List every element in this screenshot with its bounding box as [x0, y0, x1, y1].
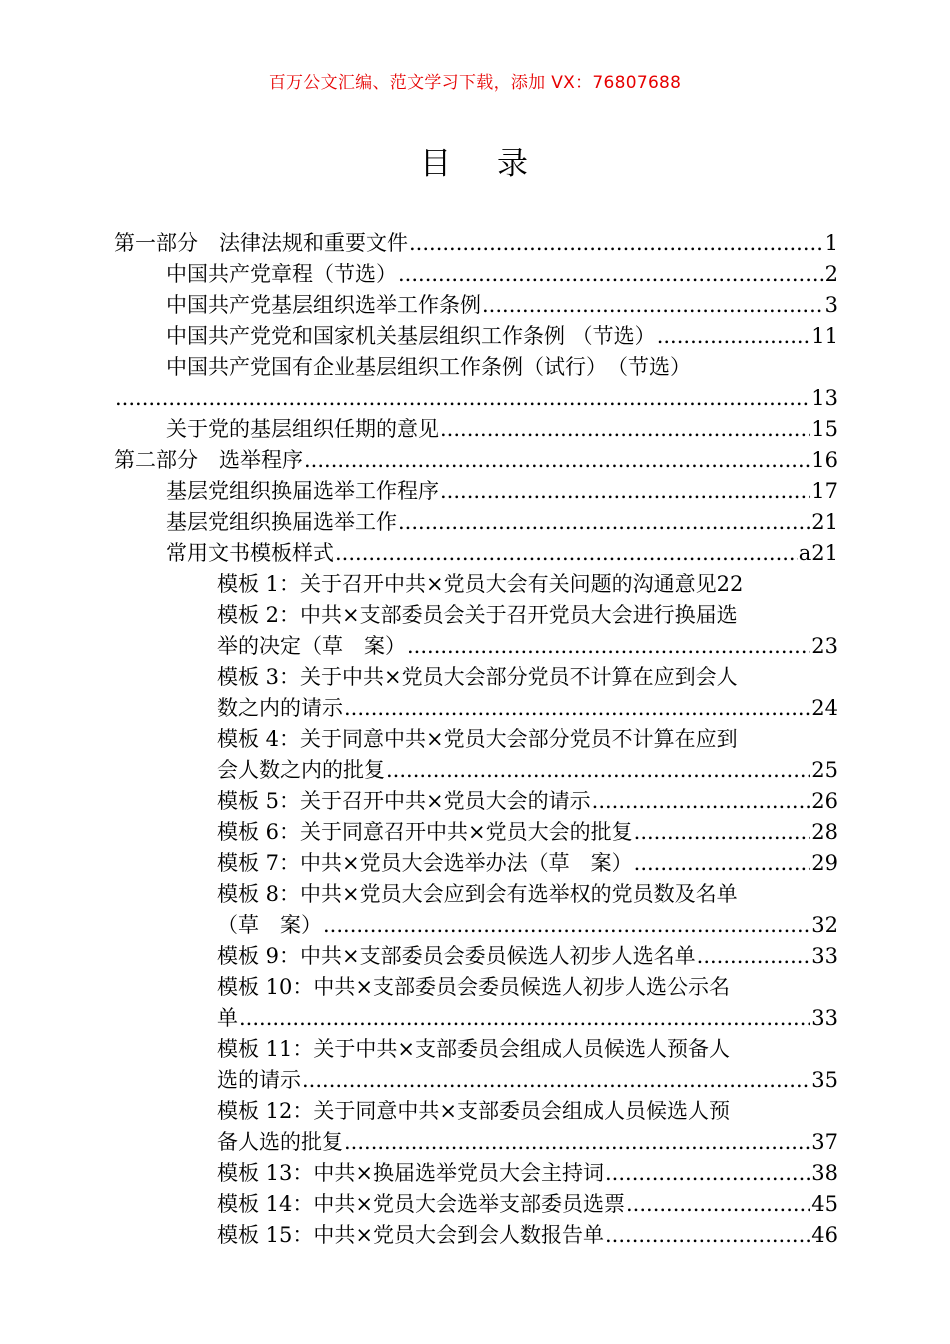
- toc-entry[interactable]: [114, 972, 838, 1034]
- toc-entry[interactable]: [114, 879, 838, 941]
- toc-leader-dots: [409, 228, 824, 259]
- toc-entry-text-line: 模板 3：关于中共×党员大会部分党员不计算在应到会人: [217, 665, 738, 689]
- toc-entry[interactable]: [114, 1034, 838, 1096]
- toc-leader-dots: [304, 445, 810, 476]
- toc-entry-title: 模板 15：中共×党员大会到会人数报告单: [217, 1223, 604, 1247]
- toc-leader-dots: [592, 786, 811, 817]
- toc-page-number: 22: [716, 572, 744, 596]
- toc-entry-title: 中国共产党基层组织选举工作条例: [166, 293, 481, 317]
- toc-entry-text-line: 模板 4：关于同意中共×党员大会部分党员不计算在应到: [217, 727, 738, 751]
- toc-page-number: 21: [811, 510, 838, 534]
- page-title: [0, 138, 950, 183]
- toc-entry[interactable]: [114, 352, 838, 414]
- toc-page-number: 2: [824, 262, 838, 286]
- toc-entry[interactable]: [114, 259, 838, 290]
- toc-leader-dots: [398, 259, 824, 290]
- toc-leader-dots: [239, 1003, 810, 1034]
- toc-page-number: 24: [811, 696, 838, 720]
- toc-entry-title: 模板 1：关于召开中共×党员大会有关问题的沟通意见: [217, 572, 717, 596]
- toc-leader-dots: [302, 1065, 810, 1096]
- toc-entry[interactable]: [114, 941, 838, 972]
- toc-entry-title: 模板 13：中共×换届选举党员大会主持词: [217, 1161, 604, 1185]
- toc-entry[interactable]: [114, 1220, 838, 1251]
- toc-entry-text-line: 模板 10：中共×支部委员会委员候选人初步人选公示名: [217, 975, 730, 999]
- toc-entry-title: 单: [217, 1006, 238, 1030]
- toc-entry-title: 选的请示: [217, 1068, 301, 1092]
- toc-leader-dots: [657, 321, 811, 352]
- toc-entry-title: 关于党的基层组织任期的意见: [166, 417, 439, 441]
- title-char-right: 录: [497, 146, 530, 182]
- toc-entry[interactable]: [114, 848, 838, 879]
- toc-leader-dots: [626, 1189, 810, 1220]
- toc-page-number: 33: [811, 1006, 838, 1030]
- table-of-contents: [114, 228, 838, 1251]
- toc-page-number: 23: [811, 634, 838, 658]
- toc-page-number: 33: [811, 944, 838, 968]
- toc-entry-title: 中国共产党章程（节选）: [166, 262, 397, 286]
- toc-page-number: 45: [811, 1192, 838, 1216]
- toc-entry[interactable]: [114, 1189, 838, 1220]
- toc-page-number: 29: [811, 851, 838, 875]
- toc-leader-dots: [634, 817, 811, 848]
- toc-entry[interactable]: [114, 817, 838, 848]
- toc-page-number: 37: [811, 1130, 838, 1154]
- toc-entry[interactable]: [114, 662, 838, 724]
- toc-entry-title: 模板 14：中共×党员大会选举支部委员选票: [217, 1192, 625, 1216]
- toc-page-number: 46: [811, 1223, 838, 1247]
- toc-entry-title: 第一部分 法律法规和重要文件: [114, 231, 408, 255]
- toc-entry-title: 会人数之内的批复: [217, 758, 385, 782]
- toc-entry[interactable]: [114, 786, 838, 817]
- toc-entry-title: 基层党组织换届选举工作: [166, 510, 397, 534]
- toc-leader-dots: [605, 1158, 810, 1189]
- toc-page-number: 15: [811, 417, 838, 441]
- toc-entry[interactable]: [114, 724, 838, 786]
- toc-page-number: 16: [811, 448, 838, 472]
- toc-entry[interactable]: [114, 569, 838, 600]
- toc-entry[interactable]: [114, 600, 838, 662]
- toc-entry[interactable]: [114, 476, 838, 507]
- toc-entry[interactable]: [114, 228, 838, 259]
- toc-page-number: 25: [811, 758, 838, 782]
- toc-page-number: 28: [811, 820, 838, 844]
- title-char-left: 目: [420, 146, 453, 182]
- toc-leader-dots: [344, 693, 810, 724]
- toc-leader-dots: [482, 290, 824, 321]
- toc-leader-dots: [386, 755, 810, 786]
- toc-leader-dots: [634, 848, 811, 879]
- toc-page-number: 26: [811, 789, 838, 813]
- toc-entry-title: （草 案）: [217, 913, 322, 937]
- toc-leader-dots: [440, 476, 810, 507]
- toc-page-number: 3: [824, 293, 838, 317]
- toc-entry-title: 第二部分 选举程序: [114, 448, 303, 472]
- toc-leader-dots: [407, 631, 810, 662]
- toc-entry-title: 举的决定（草 案）: [217, 634, 406, 658]
- toc-entry[interactable]: [114, 538, 838, 569]
- toc-page-number: 1: [824, 231, 838, 255]
- toc-page-number: 11: [811, 324, 838, 348]
- toc-leader-dots: [335, 538, 798, 569]
- toc-entry[interactable]: [114, 321, 838, 352]
- toc-entry[interactable]: [114, 290, 838, 321]
- toc-entry[interactable]: [114, 1096, 838, 1158]
- toc-entry[interactable]: [114, 507, 838, 538]
- toc-entry-title: 常用文书模板样式: [166, 541, 334, 565]
- toc-entry-title: 模板 5：关于召开中共×党员大会的请示: [217, 789, 591, 813]
- toc-entry[interactable]: [114, 1158, 838, 1189]
- toc-entry-text-line: 模板 12：关于同意中共×支部委员会组成人员候选人预: [217, 1099, 730, 1123]
- toc-leader-dots: [344, 1127, 810, 1158]
- toc-page-number: 13: [811, 386, 838, 410]
- toc-entry-title: 中国共产党党和国家机关基层组织工作条例 （节选）: [166, 324, 656, 348]
- toc-entry-text-line: 中国共产党国有企业基层组织工作条例（试行） （节选）: [166, 355, 691, 379]
- toc-leader-dots: [115, 383, 810, 414]
- toc-entry[interactable]: [114, 445, 838, 476]
- toc-page-number: 35: [811, 1068, 838, 1092]
- toc-page-number: 17: [811, 479, 838, 503]
- toc-leader-dots: [440, 414, 810, 445]
- toc-entry[interactable]: [114, 414, 838, 445]
- toc-page-number: 32: [811, 913, 838, 937]
- toc-page-number: 38: [811, 1161, 838, 1185]
- toc-leader-dots: [605, 1220, 810, 1251]
- toc-page-number: a21: [798, 541, 838, 565]
- toc-entry-title: 基层党组织换届选举工作程序: [166, 479, 439, 503]
- toc-entry-text-line: 模板 2：中共×支部委员会关于召开党员大会进行换届选: [217, 603, 738, 627]
- toc-leader-dots: [697, 941, 811, 972]
- toc-entry-title: 模板 7：中共×党员大会选举办法（草 案）: [217, 851, 633, 875]
- toc-entry-title: 模板 9：中共×支部委员会委员候选人初步人选名单: [217, 944, 696, 968]
- toc-leader-dots: [398, 507, 810, 538]
- toc-entry-title: 模板 6：关于同意召开中共×党员大会的批复: [217, 820, 633, 844]
- toc-leader-dots: [323, 910, 810, 941]
- toc-entry-title: 数之内的请示: [217, 696, 343, 720]
- toc-entry-text-line: 模板 8：中共×党员大会应到会有选举权的党员数及名单: [217, 882, 738, 906]
- toc-entry-text-line: 模板 11：关于中共×支部委员会组成人员候选人预备人: [217, 1037, 730, 1061]
- toc-entry-title: 备人选的批复: [217, 1130, 343, 1154]
- header-note: 百万公文汇编、范文学习下载，添加 VX：76807688: [268, 73, 682, 93]
